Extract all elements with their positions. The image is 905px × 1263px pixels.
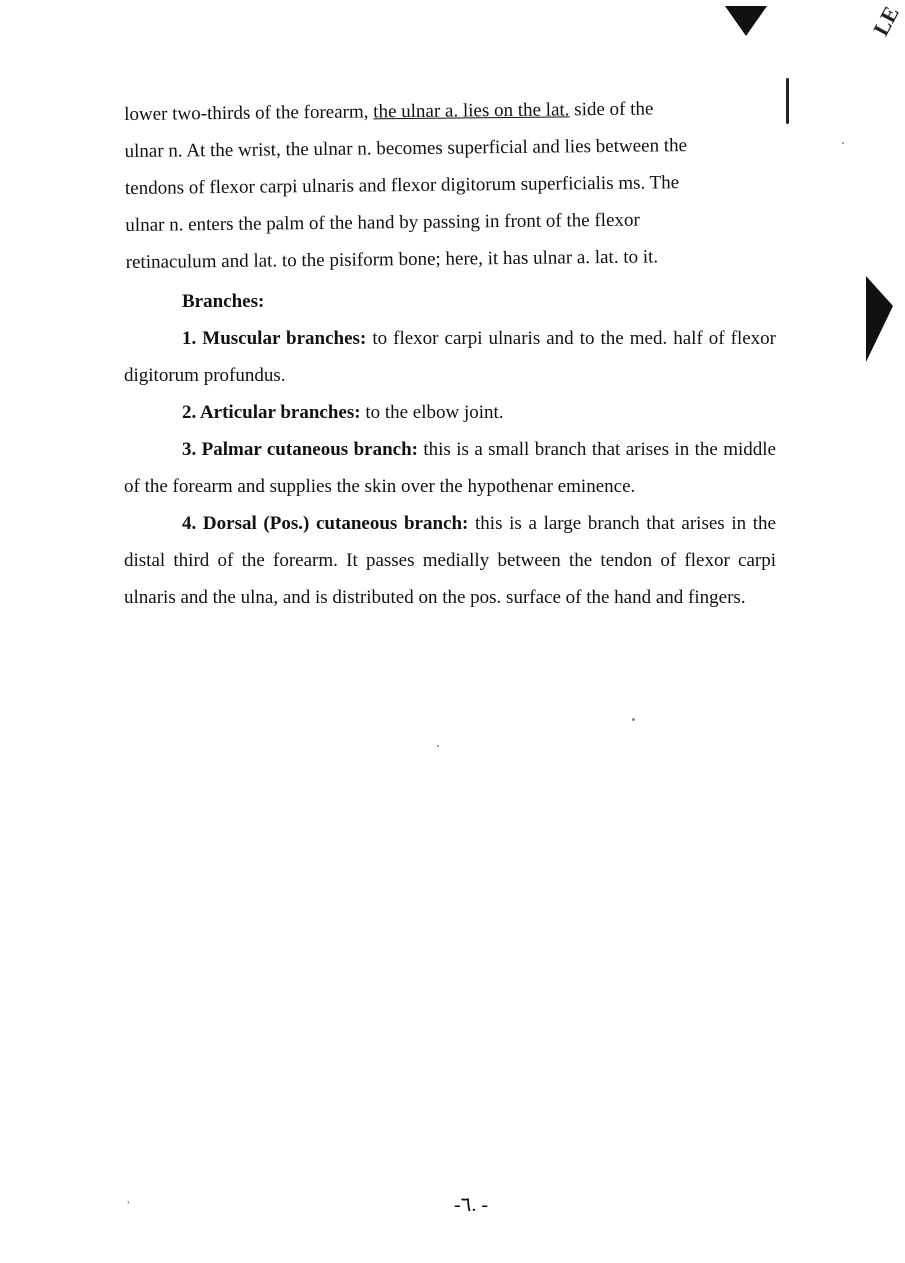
branch-label: 3. Palmar cutaneous branch: [182,439,418,460]
underlined-phrase: the ulnar a. lies on the lat. [373,99,570,123]
branch-item-palmar-cutaneous: 3. Palmar cutaneous branch: this is a small branch that arises in the middle of the forearm and supplies the skin over the hypothenar eminence. [124,439,776,497]
scan-speck [632,718,635,721]
intro-paragraph [124,89,778,281]
intro-line: retinaculum and lat. to the pisiform bone; here, it has ulnar a. lat. to it. [125,246,659,273]
edge-letters: LE [868,2,904,40]
intro-line: ulnar n. At the wrist, the ulnar n. becomes superficial and lies between the [124,135,688,162]
branch-label: 1. Muscular branches: [182,328,367,349]
branch-item-articular: 2. Articular branches: to the elbow joint. [182,402,504,423]
branch-label: 2. Articular branches: [182,402,361,423]
binder-triangle-mark-top [725,6,767,36]
branch-item-dorsal-cutaneous: 4. Dorsal (Pos.) cutaneous branch: this is a large branch that arises in the distal third of the forearm. It passes medially between the tendon of flexor carpi ulnaris and the ulna, and is distributed on the pos. surface of the hand and fingers. [124,513,776,608]
body-text [124,96,776,616]
corner-mark: ʾ [126,1200,131,1215]
scan-speck [437,745,439,747]
page-number: -٦. - [454,1194,489,1216]
intro-line: tendons of flexor carpi ulnaris and flexor digitorum superficialis ms. The [124,172,680,199]
branch-label: 4. Dorsal (Pos.) cutaneous branch: [182,513,469,534]
scan-speck [842,142,844,144]
intro-line: ulnar n. enters the palm of the hand by passing in front of the flexor [125,209,640,236]
margin-bracket-mark [786,78,789,124]
intro-line: lower two-thirds of the forearm, the ulnar a. lies on the lat. side of the [124,98,654,125]
branches-heading: Branches: [182,291,265,312]
binder-triangle-mark-right [866,276,893,362]
branch-item-muscular: 1. Muscular branches: to flexor carpi ulnaris and to the med. half of flexor digitorum profundus. [124,328,777,386]
